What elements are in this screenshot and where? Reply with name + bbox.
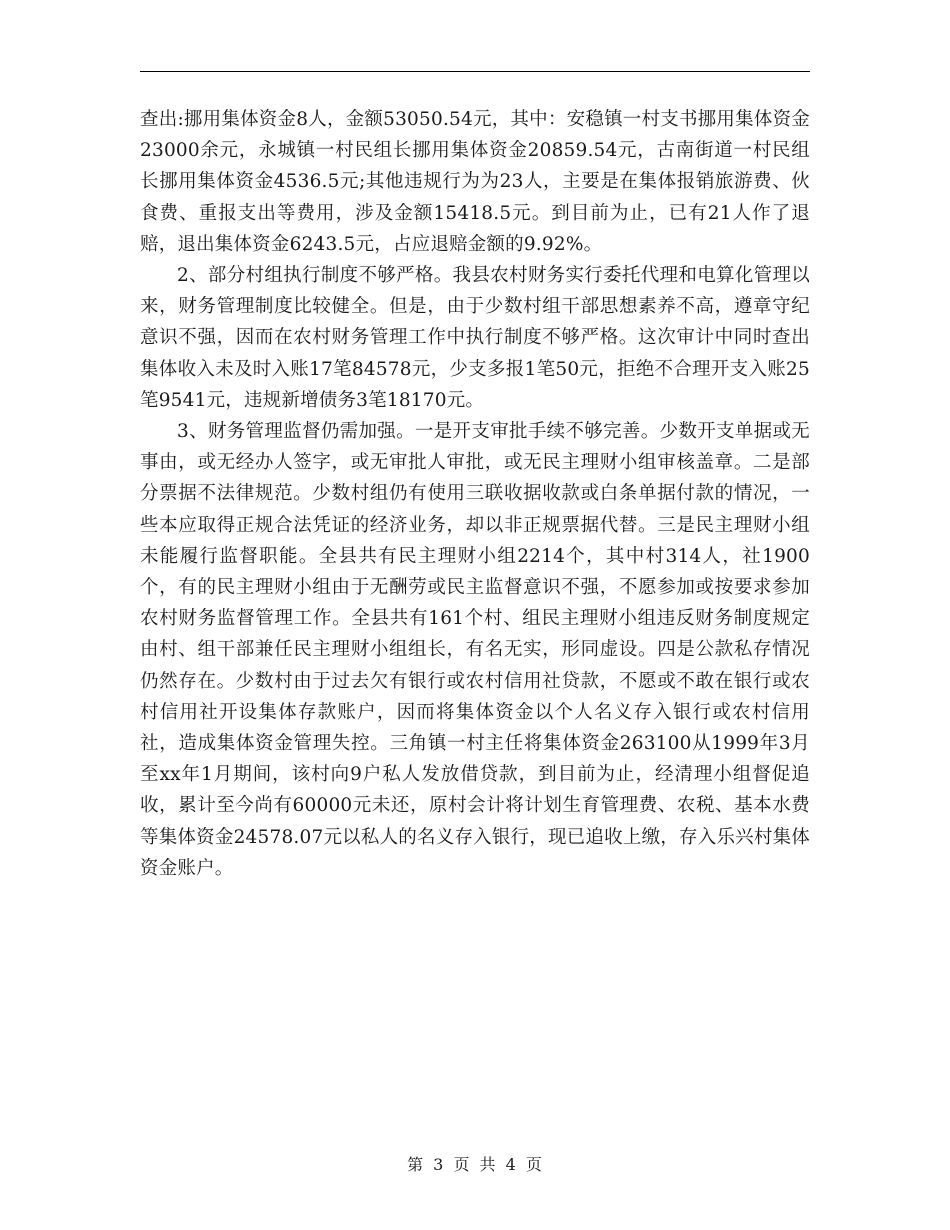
document-body (140, 104, 810, 884)
paragraph-item-2: 2、部分村组执行制度不够严格。我县农村财务实行委托代理和电算化管理以来，财务管理制度比较健全。但是，由于少数村组干部思想素养不高，遵章守纪意识不强，因而在农村财务管理工作中执行制度不够严格。这次审计中同时查出集体收入未及时入账17笔84578元，少支多报1笔50元，拒绝不合理开支入账25笔9541元，违规新增债务3笔18170元。 (140, 265, 810, 411)
header-rule (140, 71, 810, 72)
paragraph-item-3: 3、财务管理监督仍需加强。一是开支审批手续不够完善。少数开支单据或无事由，或无经办人签字，或无审批人审批，或无民主理财小组审核盖章。二是部分票据不法律规范。少数村组仍有使用三联收据收款或白条单据付款的情况，一些本应取得正规合法凭证的经济业务，却以非正规票据代替。三是民主理财小组未能履行监督职能。全县共有民主理财小组2214个，其中村314人，社1900个，有的民主理财小组由于无酬劳或民主监督意识不强，不愿参加或按要求参加农村财务监督管理工作。全县共有161个村、组民主理财小组违反财务制度规定由村、组干部兼任民主理财小组组长，有名无实，形同虚设。四是公款私存情况仍然存在。少数村由于过去欠有银行或农村信用社贷款，不愿或不敢在银行或农村信用社开设集体存款账户，因而将集体资金以个人名义存入银行或农村信用社，造成集体资金管理失控。三角镇一村主任将集体资金263100从1999年3月至xx年1月期间，该村向9户私人发放借贷款，到目前为止，经清理小组督促追收，累计至今尚有60000元未还，原村会计将计划生育管理费、农税、基本水费等集体资金24578.07元以私人的名义存入银行，现已追收上缴，存入乐兴村集体资金账户。 (140, 421, 810, 879)
paragraph-continuation: 查出:挪用集体资金8人，金额53050.54元，其中：安稳镇一村支书挪用集体资金23000余元，永城镇一村民组长挪用集体资金20859.54元，古南街道一村民组长挪用集体资金4536.5元;其他违规行为为23人，主要是在集体报销旅游费、伙食费、重报支出等费用，涉及金额15418.5元。到目前为止，已有21人作了退赔，退出集体资金6243.5元，占应退赔金额的9.92%。 (140, 109, 810, 255)
page-footer: 第 3 页 共 4 页 (407, 1155, 543, 1174)
